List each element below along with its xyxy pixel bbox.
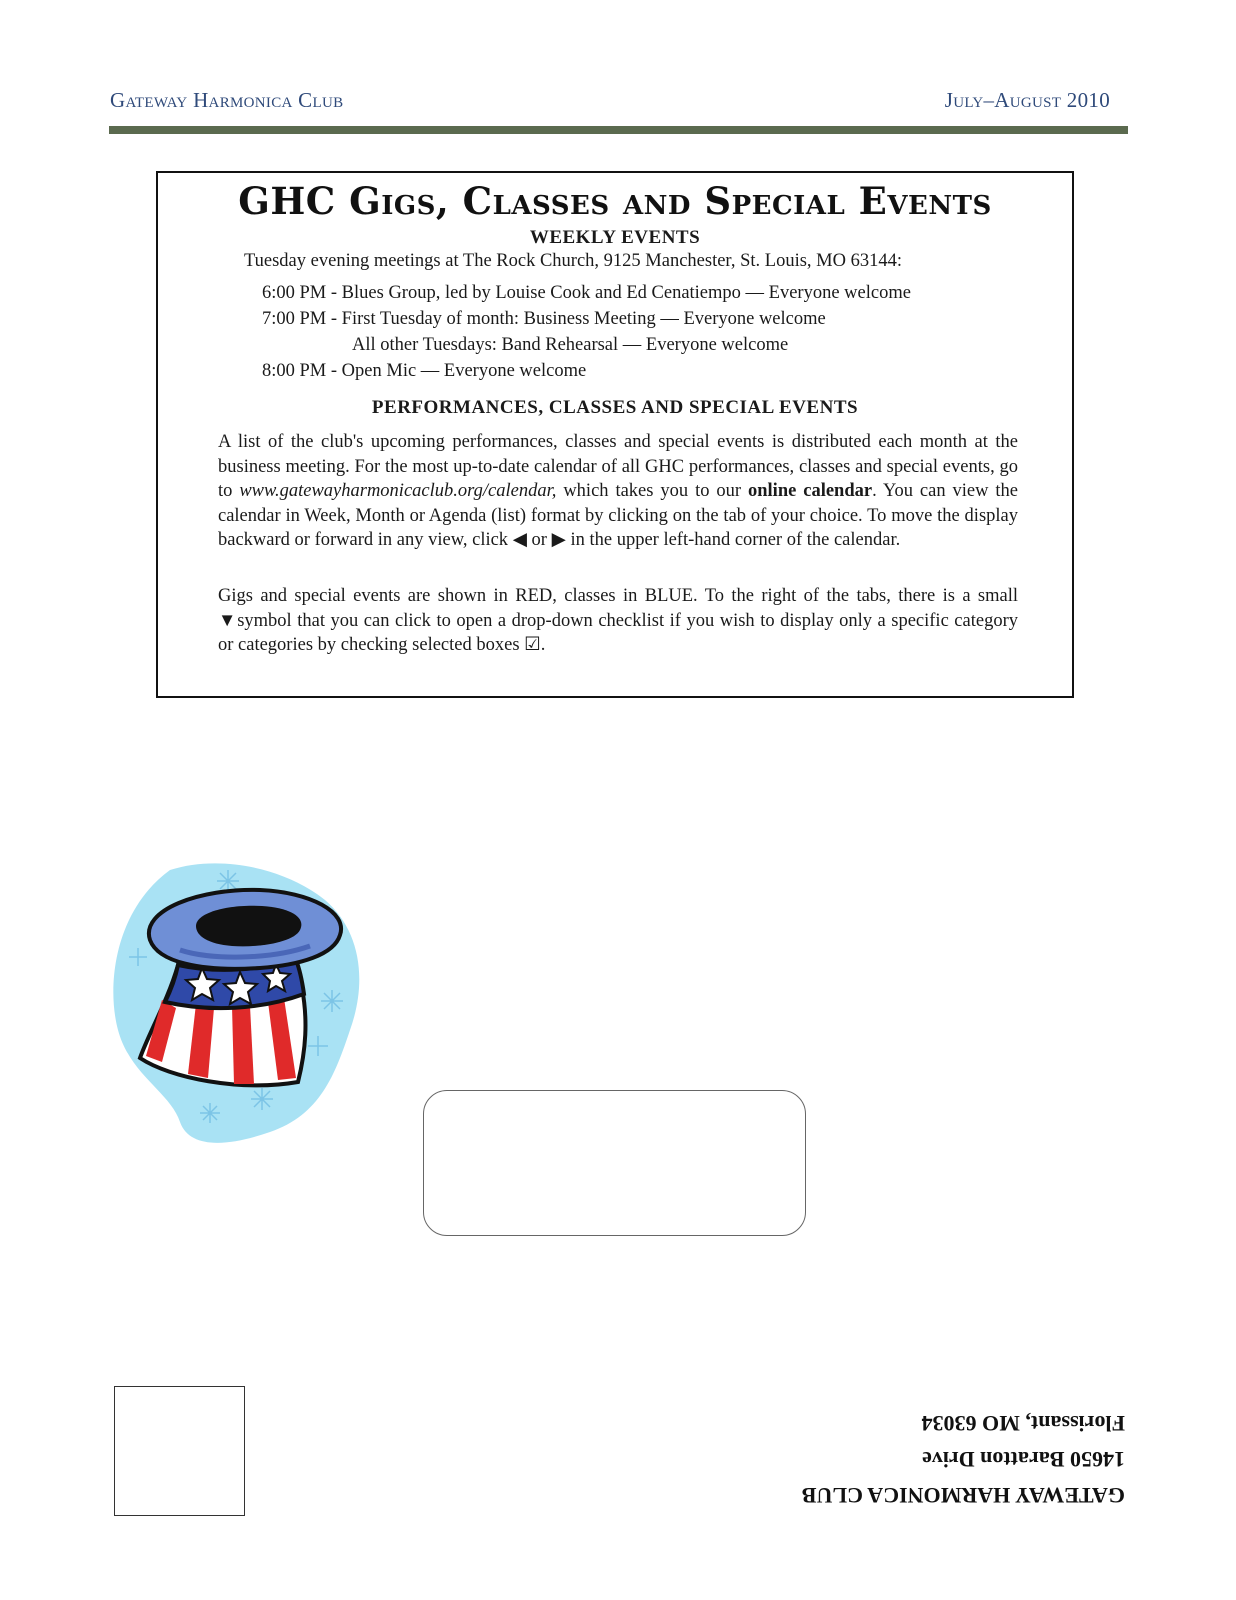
schedule-text: - Blues Group, led by Louise Cook and Ed Cenatiempo — Everyone welcome: [330, 283, 911, 303]
weekly-events-heading: WEEKLY EVENTS: [529, 227, 701, 248]
right-arrow-icon: ▶: [551, 530, 566, 550]
performances-heading: PERFORMANCES, CLASSES AND SPECIAL EVENTS: [371, 397, 859, 418]
schedule-time: 8:00 PM: [262, 361, 327, 381]
address-window: [423, 1090, 806, 1236]
events-box: [156, 171, 1074, 698]
schedule-text: - Open Mic — Everyone welcome: [330, 361, 587, 381]
header-rule: [109, 126, 1128, 134]
calendar-paragraph: A list of the club's upcoming performances, classes and special events is distributed each month at the business meeting. For the most up-to-date calendar of all GHC performances, classes and special events, go to www.gatewayharmonicaclub.org/calendar, which takes you to our online calendar. You can view the calendar in Week, Month or Agenda (list) format by clicking on the tab of your choice. To move the display backward or forward in any view, click ◀ or ▶ in the upper left-hand corner of the calendar.: [218, 432, 1019, 550]
down-arrow-icon: ▼: [218, 610, 238, 631]
return-address-name: GATEWAY HARMONICA CLUB: [801, 1483, 1125, 1508]
schedule-item: [262, 361, 586, 382]
return-address: [690, 1405, 1125, 1513]
category-paragraph: Gigs and special events are shown in RED, classes in BLUE. To the right of the tabs, there is a small ▼symbol that you can click to open a drop-down checklist if you wish to display only a specific category or categories by checking selected boxes ☑.: [218, 586, 1018, 655]
uncle-sam-hat-icon: [110, 860, 365, 1150]
newsletter-name: Gateway Harmonica Club: [110, 88, 344, 112]
schedule-text: - First Tuesday of month: Business Meeting — Everyone welcome: [330, 309, 826, 329]
schedule-item: [352, 335, 788, 356]
schedule-time: 7:00 PM: [262, 309, 327, 329]
left-arrow-icon: ◀: [512, 530, 527, 550]
online-calendar-text: online calendar: [748, 481, 873, 501]
checkbox-icon: ☑: [524, 635, 541, 655]
stamp-box: [114, 1386, 245, 1516]
schedule-text: All other Tuesdays: Band Rehearsal — Everyone welcome: [352, 335, 789, 355]
schedule-item: [262, 309, 826, 330]
weekly-intro: Tuesday evening meetings at The Rock Church, 9125 Manchester, St. Louis, MO 63144:: [244, 251, 902, 271]
events-title: GHC Gigs, Classes and Special Events: [238, 179, 992, 223]
return-address-city: Florissant, MO 63034: [921, 1411, 1125, 1436]
schedule-time: 6:00 PM: [262, 283, 327, 303]
calendar-url[interactable]: www.gatewayharmonicaclub.org/calendar,: [239, 481, 557, 501]
return-address-street: 14650 Baratton Drive: [922, 1447, 1125, 1472]
schedule-item: [262, 283, 911, 304]
issue-date: July–August 2010: [944, 88, 1110, 112]
